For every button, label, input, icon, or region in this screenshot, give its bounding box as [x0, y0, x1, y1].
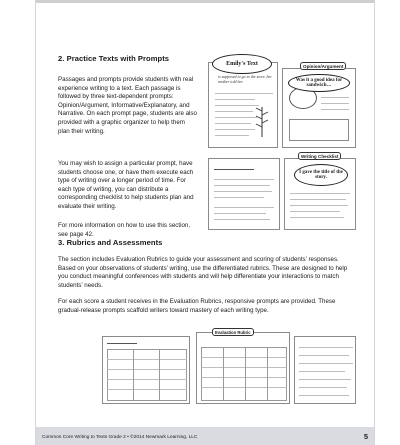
section-heading-rubrics: 3. Rubrics and Assessments — [58, 238, 163, 247]
paragraph-passages: Passages and prompts provide students with real experience writing to a text. Each passage is followed by three text-dependent prompts: Opinion/Argument, Informative/Explanatory, and Narrative. On each prompt page, students are also provided with a graphic organizer to help them plan their writing. — [58, 76, 197, 135]
writing-checklist-tag: Writing Checklist — [298, 152, 341, 160]
top-rule — [36, 0, 374, 3]
good-idea-bubble: Was it a good idea for sandwich… — [288, 74, 350, 92]
checklist-page-thumb-1 — [208, 158, 280, 230]
rubric-page-thumb-2 — [196, 332, 290, 404]
page-number: 5 — [363, 432, 368, 441]
paragraph-evaluation-rubrics: The section includes Evaluation Rubrics to guide your assessment and scoring of students’ responses. Based on your observations of students’ writing, use the differentiated rubrics. These are designed to help you conduct meaningful conferences with students and will help differentiate your interactions to match students’ needs. — [58, 256, 348, 289]
plant-illustration-icon — [253, 103, 271, 137]
emily-text-bubble: Emily's Text — [212, 54, 272, 74]
passage-excerpt: is supposed to go to the store, her mother told her. — [218, 74, 272, 84]
checklist-item-bubble: I gave the title of the story. — [294, 164, 348, 186]
rubric-page-thumb-1 — [102, 336, 190, 404]
footer-bar — [36, 427, 374, 445]
document-page — [36, 0, 374, 445]
section-heading-practice-texts: 2. Practice Texts with Prompts — [58, 54, 170, 63]
rubric-page-thumb-3 — [294, 336, 356, 404]
paragraph-more-info: For more information on how to use this section, see page 42. — [58, 222, 191, 238]
opinion-argument-tag: Opinion/Argument — [300, 62, 346, 70]
evaluation-rubric-tag: Evaluation Rubric — [212, 328, 254, 336]
paragraph-responsive-prompts: For each score a student receives in the Evaluation Rubrics, responsive prompts are provided. These gradual-release prompts scaffold writers toward mastery of each writing type. — [58, 298, 336, 314]
footer-credit: Common Core Writing to Texts Grade 2 • ©2014 Newmark Learning, LLC — [42, 435, 198, 440]
paragraph-assign-prompt: You may wish to assign a particular prompt, have students choose one, or have them execute each type of writing over a longer period of time. For each type of writing, you can distribute a corresponding checklist to help students plan and evaluate their writing. — [58, 160, 194, 210]
